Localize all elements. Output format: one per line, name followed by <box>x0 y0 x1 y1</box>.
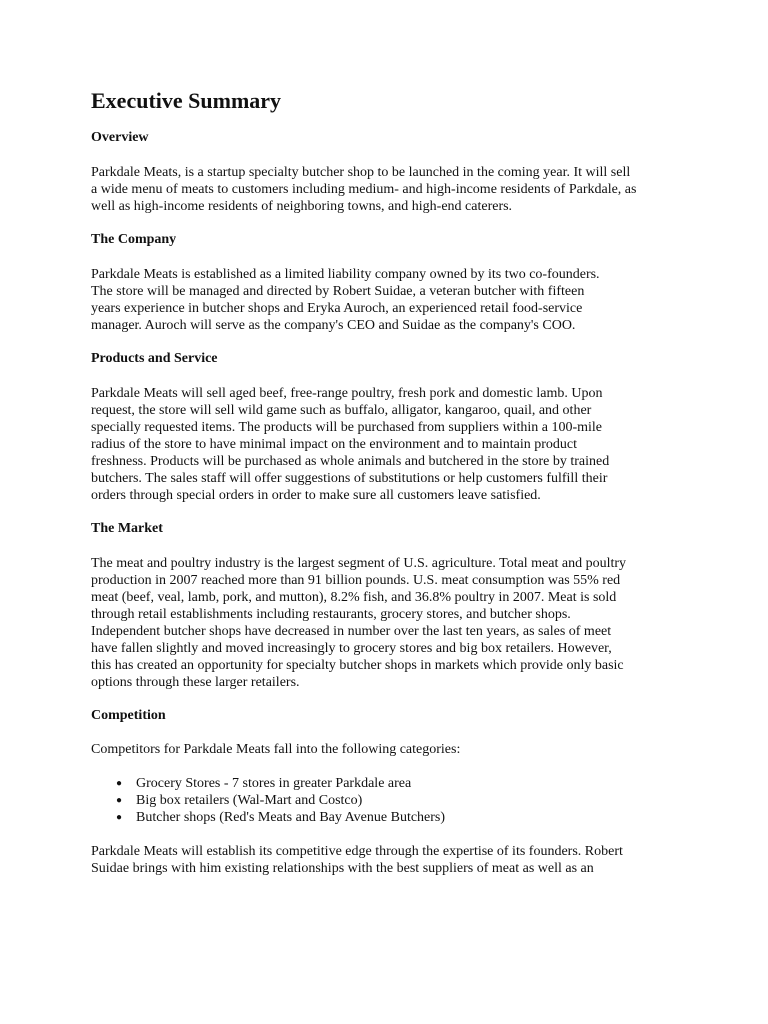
paragraph-line: have fallen slightly and moved increasingly to grocery stores and big box retailers. However, <box>91 640 612 656</box>
paragraph-line: Suidae brings with him existing relationships with the best suppliers of meat as well as an <box>91 861 594 877</box>
competitor-list <box>91 775 681 826</box>
list-item <box>116 775 681 792</box>
paragraph-line: freshness. Products will be purchased as whole animals and butchered in the store by trained <box>91 453 610 469</box>
section-paragraph-market <box>91 555 681 691</box>
paragraph-line: through retail establishments including restaurants, grocery stores, and butcher shops. <box>91 606 571 622</box>
paragraph-line: well as high-income residents of neighboring towns, and high-end caterers. <box>91 199 513 215</box>
paragraph-line: years experience in butcher shops and Eryka Auroch, an experienced retail food-service <box>91 300 583 316</box>
section-heading-competition: Competition <box>91 707 166 723</box>
competition-closing-paragraph <box>91 843 681 877</box>
competition-intro: Competitors for Parkdale Meats fall into the following categories: <box>91 742 461 758</box>
section-heading-products: Products and Service <box>91 350 218 366</box>
list-item <box>116 792 681 809</box>
page-title: Executive Summary <box>91 88 282 113</box>
paragraph-line: meat (beef, veal, lamb, pork, and mutton), 8.2% fish, and 36.8% poultry in 2007. Meat is sold <box>91 589 617 605</box>
paragraph-line: Parkdale Meats, is a startup specialty butcher shop to be launched in the coming year. It will sell <box>91 165 631 181</box>
paragraph-line: this has created an opportunity for specialty butcher shops in markets which provide only basic <box>91 657 624 673</box>
list-item-text: Big box retailers (Wal-Mart and Costco) <box>136 793 363 809</box>
section-paragraph-overview <box>91 164 681 215</box>
bullet-icon: ● <box>116 795 123 807</box>
paragraph-line: butchers. The sales staff will offer suggestions of substitutions or help customers fulfill their <box>91 470 608 486</box>
section-heading-company: The Company <box>91 232 177 248</box>
paragraph-line: Independent butcher shops have decreased in number over the last ten years, as sales of meet <box>91 623 612 639</box>
paragraph-line: radius of the store to have minimal impact on the environment and to maintain product <box>91 436 577 452</box>
document-page <box>91 88 681 894</box>
section-heading-market: The Market <box>91 520 163 536</box>
paragraph-line: request, the store will sell wild game such as buffalo, alligator, kangaroo, quail, and other <box>91 402 592 418</box>
list-item-text: Butcher shops (Red's Meats and Bay Avenue Butchers) <box>136 810 446 826</box>
section-paragraph-company <box>91 266 681 334</box>
list-item-text: Grocery Stores - 7 stores in greater Parkdale area <box>136 776 412 792</box>
paragraph-line: orders through special orders in order to make sure all customers leave satisfied. <box>91 487 541 503</box>
section-heading-overview: Overview <box>91 130 149 146</box>
paragraph-line: Parkdale Meats will sell aged beef, free-range poultry, fresh pork and domestic lamb. Upon <box>91 385 603 401</box>
section-paragraph-products <box>91 385 681 504</box>
bullet-icon: ● <box>116 812 123 824</box>
paragraph-line: options through these larger retailers. <box>91 674 300 690</box>
paragraph-line: Parkdale Meats will establish its competitive edge through the expertise of its founders. Robert <box>91 844 623 860</box>
paragraph-line: manager. Auroch will serve as the company's CEO and Suidae as the company's COO. <box>91 317 576 333</box>
paragraph-line: The store will be managed and directed by Robert Suidae, a veteran butcher with fifteen <box>91 283 585 299</box>
paragraph-line: production in 2007 reached more than 91 billion pounds. U.S. meat consumption was 55% red <box>91 572 621 588</box>
paragraph-line: The meat and poultry industry is the largest segment of U.S. agriculture. Total meat and poultry <box>91 555 627 571</box>
paragraph-line: Parkdale Meats is established as a limited liability company owned by its two co-founders. <box>91 266 600 282</box>
paragraph-line: a wide menu of meats to customers including medium- and high-income residents of Parkdale, as <box>91 182 637 198</box>
list-item <box>116 809 681 826</box>
paragraph-line: specially requested items. The products will be purchased from suppliers within a 100-mile <box>91 419 603 435</box>
bullet-icon: ● <box>116 778 123 790</box>
